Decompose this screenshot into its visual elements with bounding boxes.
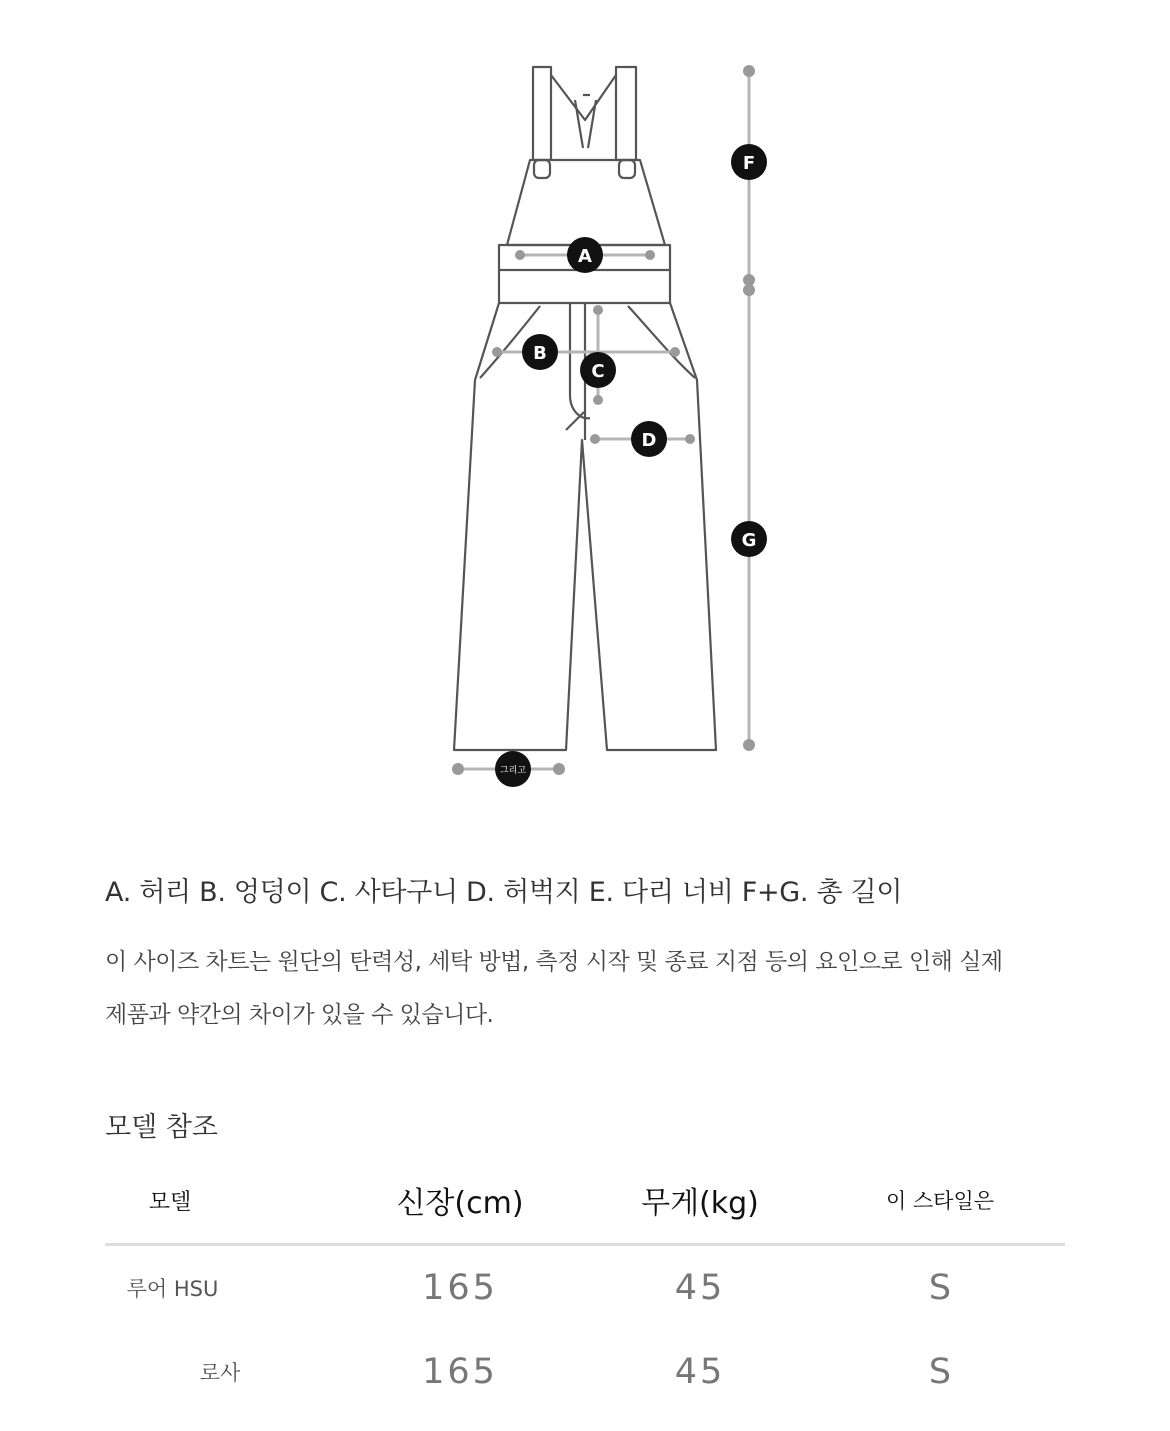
overalls-outline [454,67,716,750]
left-buckle [534,160,550,178]
svg-text:D: D [641,430,657,451]
marker-b [522,334,558,370]
marker-d [631,421,667,457]
table-row [105,1332,1065,1412]
right-strap [616,67,636,160]
size-note-line-1: 이 사이즈 차트는 원단의 탄력성, 세탁 방법, 측정 시작 및 종료 지점 등의 요인으로 인해 실제 [105,949,1003,975]
svg-text:F: F [742,153,756,174]
measurement-legend: A. 허리 B. 엉덩이 C. 사타구니 D. 허벅지 E. 다리 너비 F+G. 총 길이 [105,877,903,908]
header-weight: 무게(kg) [641,1186,759,1221]
left-strap [533,67,551,160]
model-weight: 45 [674,1352,726,1392]
header-height: 신장(cm) [396,1186,524,1221]
svg-text:그리고: 그리고 [499,766,527,776]
model-name: 로사 [199,1361,241,1385]
svg-text:A: A [578,246,592,267]
measure-markers [495,144,767,787]
right-pocket [628,306,695,378]
strap-cross [551,75,616,148]
svg-text:G: G [741,530,757,551]
header-divider [105,1243,1065,1246]
marker-c [580,352,616,388]
marker-g [731,521,767,557]
model-size: S [928,1352,952,1392]
marker-f [731,144,767,180]
marker-a [567,237,603,273]
model-size: S [928,1268,952,1308]
bib [507,160,665,245]
right-buckle [619,160,635,178]
model-reference-title: 모델 참조 [105,1112,218,1143]
model-name: 루어 HSU [126,1277,219,1301]
header-model: 모델 [148,1189,192,1215]
model-height: 165 [422,1352,498,1392]
model-height: 165 [422,1268,498,1308]
measure-lines [458,71,749,769]
measure-endpoints [452,65,755,775]
svg-text:B: B [533,343,547,364]
size-note-line-2: 제품과 약간의 차이가 있을 수 있습니다. [105,1002,494,1028]
marker-e [495,751,531,787]
svg-text:C: C [591,361,605,382]
model-weight: 45 [674,1268,726,1308]
header-size: 이 스타일은 [885,1189,995,1213]
table-row [105,1248,1065,1328]
